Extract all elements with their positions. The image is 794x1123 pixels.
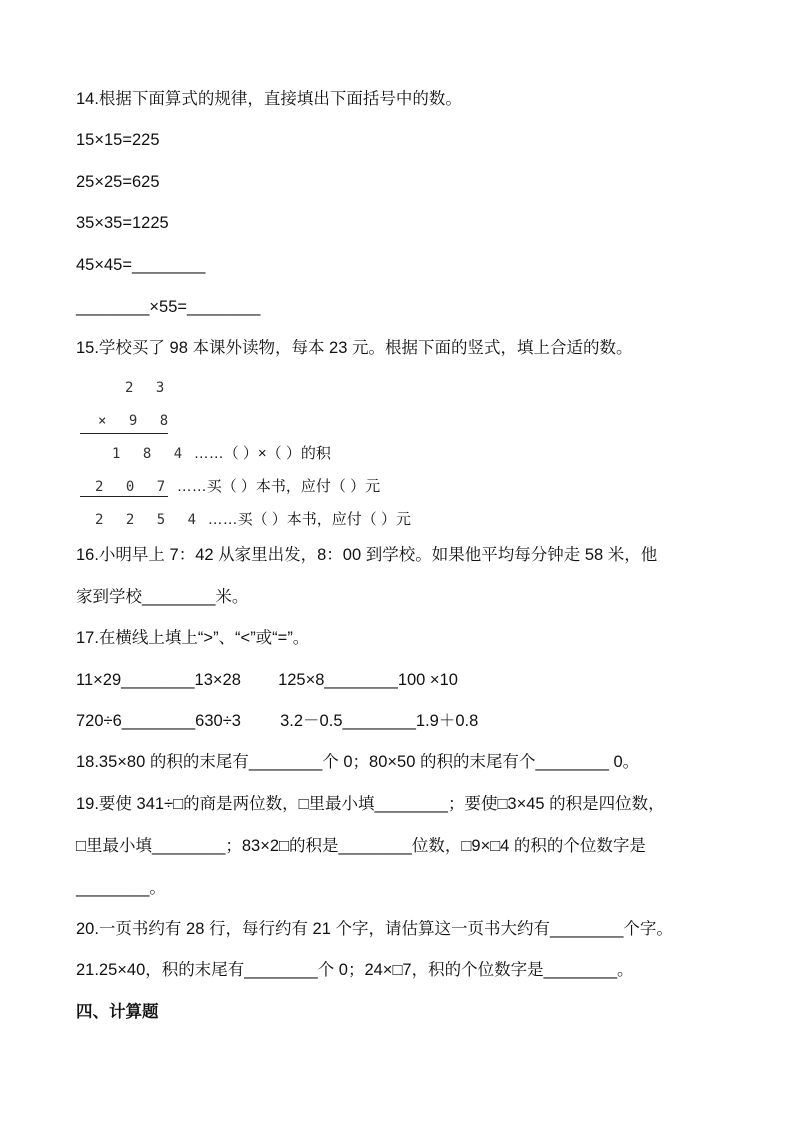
question-20: 20.一页书约有 28 行，每行约有 21 个字，请估算这一页书大约有________个字。 (76, 920, 673, 938)
q17-item-2: 125×8________100 ×10 (278, 671, 458, 689)
q17-row-1 (76, 669, 458, 691)
q14-line-4: 45×45=________ (76, 256, 206, 274)
question-15: 15.学校买了 98 本课外读物，每本 23 元。根据下面的竖式，填上合适的数。 (76, 339, 633, 357)
partial-product-1: 1 8 4 (112, 446, 190, 462)
question-17: 17.在横线上填上“>”、“<”或“=”。 (76, 629, 310, 647)
vertical-partial-2-row (95, 475, 380, 498)
q17-item-1: 11×29________13×28 (76, 671, 241, 689)
total-product-note: ……买（ ）本书，应付（ ）元 (207, 511, 411, 528)
q14-line-2: 25×25=625 (76, 173, 160, 191)
q14-line-1: 15×15=225 (76, 131, 160, 149)
section-heading: 四、计算题 (76, 1002, 159, 1021)
vertical-partial-1-row (112, 442, 331, 465)
vertical-rule-1 (80, 433, 168, 434)
vertical-multiplicand: 2 3 (125, 380, 172, 396)
question-19-line-3: ________。 (76, 879, 166, 897)
vertical-rule-2 (80, 496, 168, 497)
q14-line-5: ________×55=________ (76, 298, 261, 316)
question-21: 21.25×40，积的末尾有________个 0；24×□7，积的个位数字是________。 (76, 961, 634, 979)
vertical-multiplier: × 9 8 (98, 413, 176, 429)
vertical-total-row (95, 508, 411, 531)
q14-line-3: 35×35=1225 (76, 214, 169, 232)
q17-item-3: 720÷6________630÷3 (76, 712, 241, 730)
total-product: 2 2 5 4 (95, 512, 204, 528)
question-16-line-2: 家到学校________米。 (76, 588, 249, 606)
question-14: 14.根据下面算式的规律，直接填出下面括号中的数。 (76, 90, 462, 108)
q17-item-4: 3.2－0.5________1.9＋0.8 (280, 712, 479, 730)
partial-product-2: 2 0 7 (95, 479, 173, 495)
partial-product-2-note: ……买（ ）本书，应付（ ）元 (176, 478, 381, 495)
question-19-line-2: □里最小填________；83×2□的积是________位数，□9×□4 的积的个位数字是 (76, 837, 646, 855)
q17-row-2 (76, 710, 478, 732)
question-18: 18.35×80 的积的末尾有________个 0；80×50 的积的末尾有个________ 0。 (76, 753, 640, 771)
question-19-line-1: 19.要使 341÷□的商是两位数，□里最小填________；要使□3×45 的积是四位数， (76, 795, 665, 813)
question-16-line-1: 16.小明早上 7：42 从家里出发，8：00 到学校。如果他平均每分钟走 58 米，他 (76, 546, 658, 564)
partial-product-1-note: ……（ ）×（ ）的积 (193, 445, 331, 462)
